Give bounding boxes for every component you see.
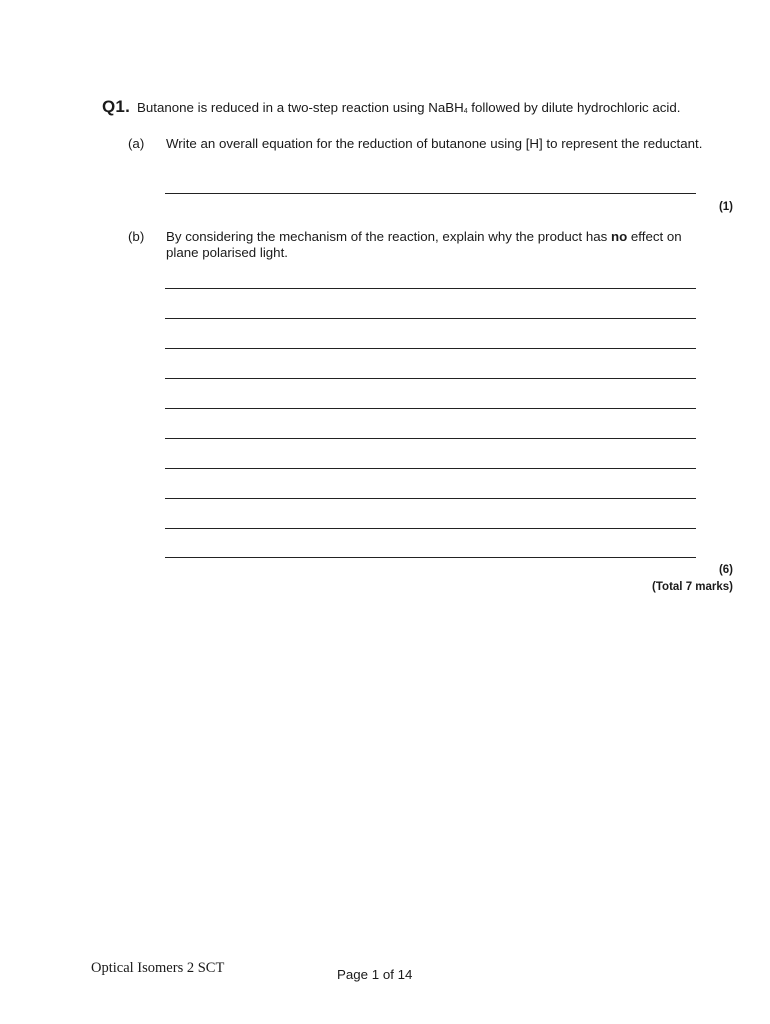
footer-document-title: Optical Isomers 2 SCT	[91, 960, 225, 976]
question-number: Q1.	[102, 97, 131, 116]
answer-line[interactable]	[165, 408, 696, 409]
stem-text-before: Butanone is reduced in a two-step reaction using NaBH	[137, 100, 464, 115]
stem-subscript: 4	[463, 108, 468, 115]
answer-line[interactable]	[165, 528, 696, 529]
part-a-marks: (1)	[718, 201, 733, 213]
footer-page-number: Page 1 of 14	[337, 967, 413, 982]
question-stem	[137, 100, 680, 115]
part-b-text	[166, 229, 706, 261]
part-b-text-after: effect on plane polarised light.	[166, 229, 682, 260]
answer-line[interactable]	[165, 438, 696, 439]
part-b-text-before: By considering the mechanism of the reaction, explain why the product has	[166, 229, 611, 244]
answer-line[interactable]	[165, 498, 696, 499]
answer-line[interactable]	[165, 468, 696, 469]
stem-text-after: followed by dilute hydrochloric acid.	[467, 100, 681, 115]
answer-line[interactable]	[165, 348, 696, 349]
answer-line[interactable]	[165, 193, 696, 194]
answer-line[interactable]	[165, 378, 696, 379]
answer-line[interactable]	[165, 318, 696, 319]
part-a-label: (a)	[128, 136, 145, 151]
answer-line[interactable]	[165, 557, 696, 558]
part-b-label: (b)	[128, 229, 145, 244]
total-marks: (Total 7 marks)	[652, 581, 733, 593]
answer-line[interactable]	[165, 288, 696, 289]
part-a-text: Write an overall equation for the reduction of butanone using [H] to represent the reductant.	[166, 136, 703, 151]
part-b-emphasis: no	[610, 229, 628, 244]
part-b-marks: (6)	[718, 564, 733, 576]
